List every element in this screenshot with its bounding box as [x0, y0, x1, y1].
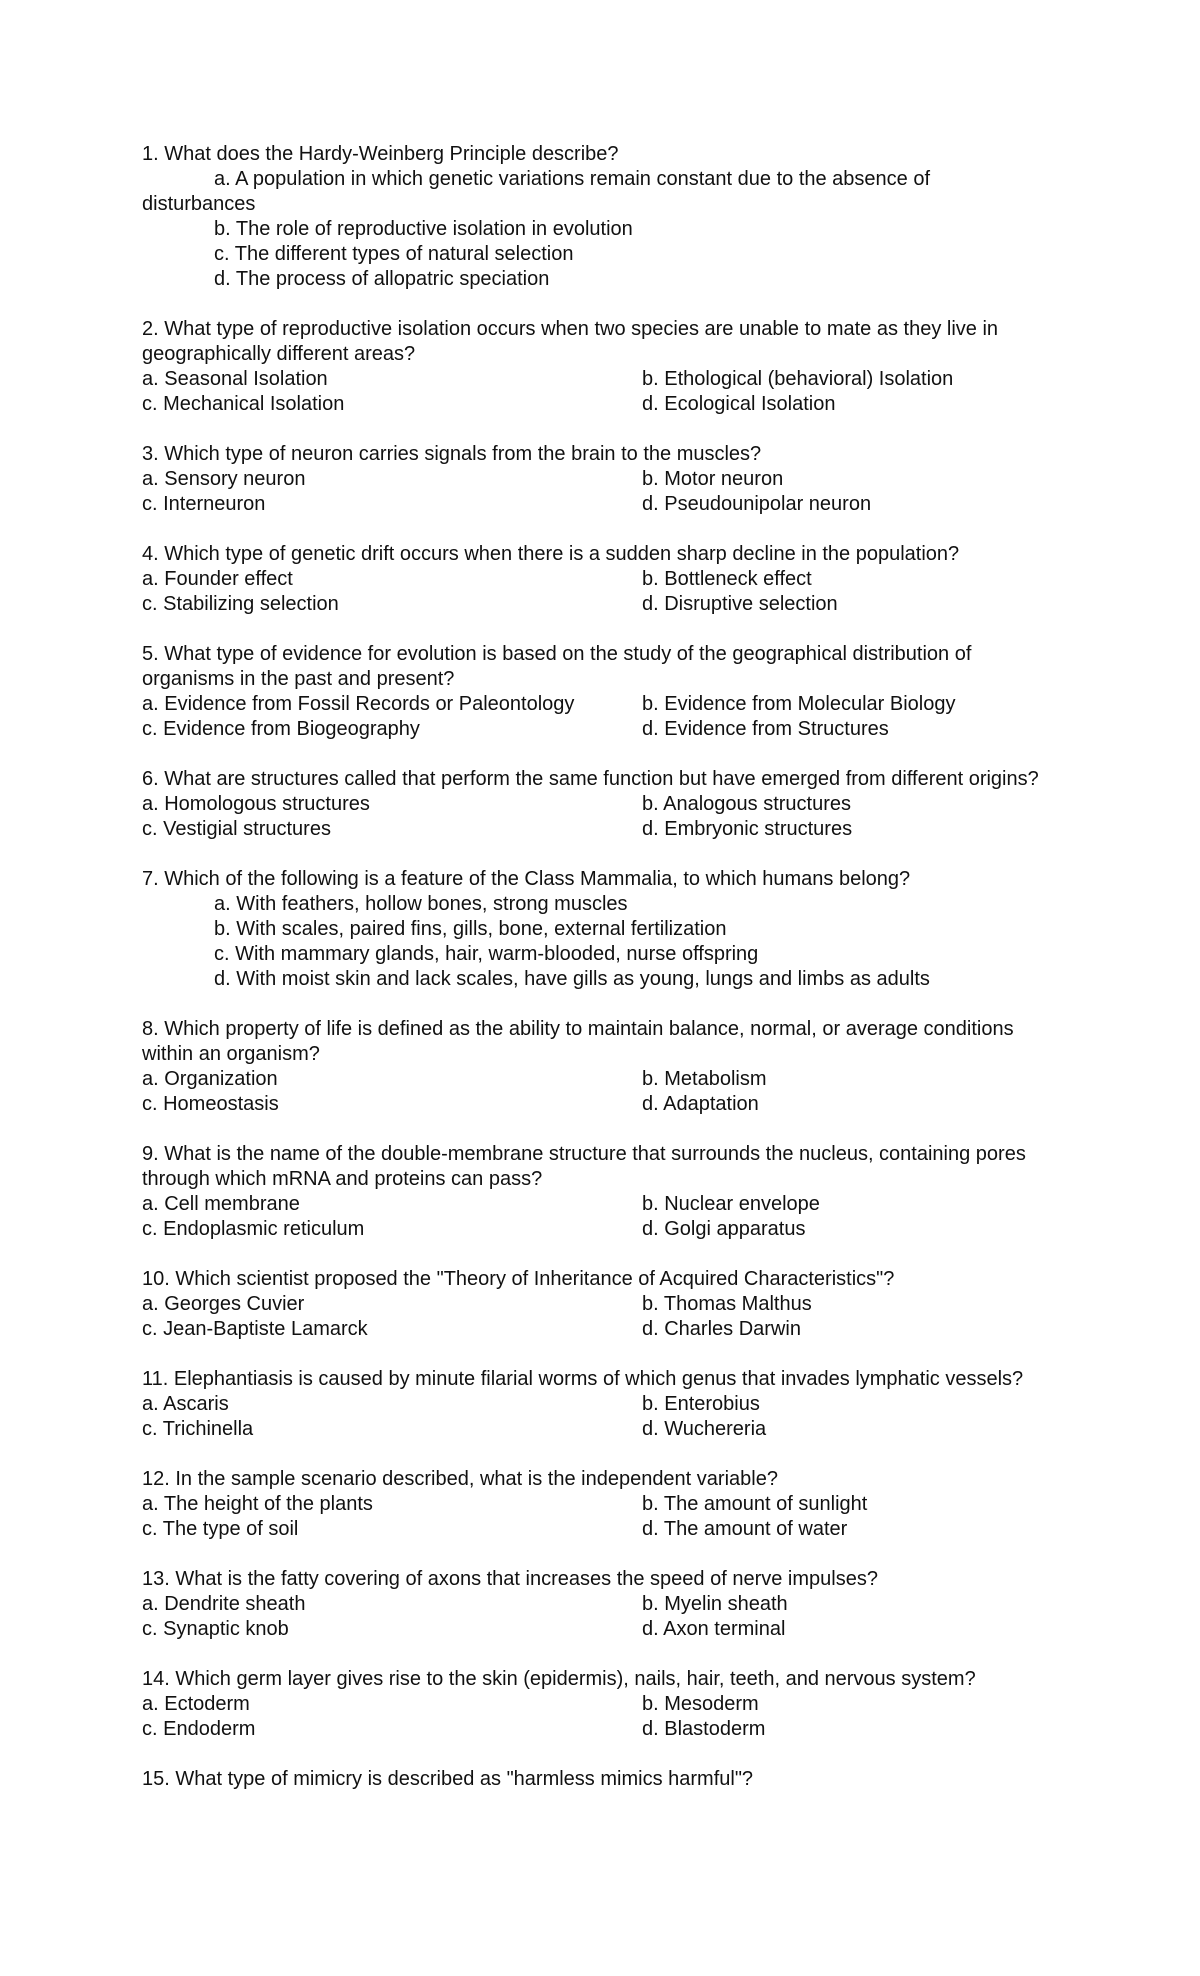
question-2 — [142, 317, 1060, 417]
choice-b: b. The amount of sunlight — [642, 1493, 868, 1515]
question-8 — [142, 1017, 1060, 1117]
choice-c: c. Stabilizing selection — [142, 593, 339, 615]
choice-grid — [142, 367, 1060, 417]
choice-a: a. Ectoderm — [142, 1693, 250, 1715]
choice-b: b. Thomas Malthus — [642, 1293, 812, 1315]
question-text: 1. What does the Hardy-Weinberg Principle describe? — [142, 143, 619, 165]
choice-a: a. Georges Cuvier — [142, 1293, 305, 1315]
question-text: 10. Which scientist proposed the "Theory of Inheritance of Acquired Characteristics"? — [142, 1268, 895, 1290]
choice-c: c. Trichinella — [142, 1418, 254, 1440]
choice-c: c. Endoderm — [142, 1718, 256, 1740]
choice-a: a. Homologous structures — [142, 793, 370, 815]
choice-grid — [142, 1692, 1060, 1742]
question-10 — [142, 1267, 1060, 1342]
choice-a: a. With feathers, hollow bones, strong muscles — [214, 893, 628, 915]
choice-grid — [142, 1192, 1060, 1242]
choice-grid — [142, 467, 1060, 517]
choice-grid — [142, 1067, 1060, 1117]
choice-b: b. Bottleneck effect — [642, 568, 812, 590]
choice-a: a. Ascaris — [142, 1393, 229, 1415]
choice-a: a. Dendrite sheath — [142, 1593, 306, 1615]
choice-b: b. Nuclear envelope — [642, 1193, 820, 1215]
question-text: 2. What type of reproductive isolation occurs when two species are unable to mate as they live in geographically different areas? — [142, 318, 999, 365]
choice-c: c. The different types of natural selection — [214, 243, 574, 265]
choice-b: b. Ethological (behavioral) Isolation — [642, 368, 954, 390]
question-text: 3. Which type of neuron carries signals from the brain to the muscles? — [142, 443, 762, 465]
choice-c: c. Evidence from Biogeography — [142, 718, 420, 740]
question-13 — [142, 1567, 1060, 1642]
choice-c: c. Jean-Baptiste Lamarck — [142, 1318, 368, 1340]
choice-grid — [142, 692, 1060, 742]
question-1 — [142, 142, 1060, 292]
choice-grid — [142, 1392, 1060, 1442]
choice-c: c. Vestigial structures — [142, 818, 331, 840]
choice-grid — [142, 1492, 1060, 1542]
choice-b: b. With scales, paired fins, gills, bone, external fertilization — [214, 918, 727, 940]
choice-c: c. Homeostasis — [142, 1093, 279, 1115]
choice-d: d. With moist skin and lack scales, have gills as young, lungs and limbs as adults — [214, 968, 930, 990]
choice-b: b. Analogous structures — [642, 793, 852, 815]
choice-c: c. The type of soil — [142, 1518, 299, 1540]
question-text: 13. What is the fatty covering of axons that increases the speed of nerve impulses? — [142, 1568, 878, 1590]
choice-c: c. Mechanical Isolation — [142, 393, 345, 415]
choice-c: c. Synaptic knob — [142, 1618, 289, 1640]
choice-list — [142, 217, 1060, 292]
question-7 — [142, 867, 1060, 992]
question-9 — [142, 1142, 1060, 1242]
question-6 — [142, 767, 1060, 842]
choice-grid — [142, 792, 1060, 842]
question-15 — [142, 1767, 1060, 1792]
question-text: 12. In the sample scenario described, what is the independent variable? — [142, 1468, 778, 1490]
question-text: 14. Which germ layer gives rise to the skin (epidermis), nails, hair, teeth, and nervous system? — [142, 1668, 976, 1690]
choice-list — [142, 167, 1060, 192]
choice-grid — [142, 567, 1060, 617]
choice-c: c. With mammary glands, hair, warm-blooded, nurse offspring — [214, 943, 759, 965]
question-11 — [142, 1367, 1060, 1442]
choice-d: d. Pseudounipolar neuron — [642, 493, 872, 515]
choice-d: d. The process of allopatric speciation — [214, 268, 550, 290]
question-text: 6. What are structures called that perform the same function but have emerged from different origins? — [142, 768, 1039, 790]
choice-d: d. Wuchereria — [642, 1418, 767, 1440]
question-4 — [142, 542, 1060, 617]
question-text: 15. What type of mimicry is described as "harmless mimics harmful"? — [142, 1768, 754, 1790]
question-12 — [142, 1467, 1060, 1542]
choice-b: b. Mesoderm — [642, 1693, 759, 1715]
question-text: 9. What is the name of the double-membrane structure that surrounds the nucleus, containing pores through which mRNA and proteins can pass? — [142, 1143, 1026, 1190]
question-text: 4. Which type of genetic drift occurs when there is a sudden sharp decline in the population? — [142, 543, 960, 565]
choice-c: c. Interneuron — [142, 493, 266, 515]
choice-b: b. Evidence from Molecular Biology — [642, 693, 956, 715]
question-text: 8. Which property of life is defined as the ability to maintain balance, normal, or average conditions within an organism? — [142, 1018, 1014, 1065]
choice-a: a. Evidence from Fossil Records or Paleontology — [142, 693, 575, 715]
choice-d: d. Axon terminal — [642, 1618, 786, 1640]
choice-a: a. Seasonal Isolation — [142, 368, 328, 390]
choice-b: b. Enterobius — [642, 1393, 760, 1415]
choice-grid — [142, 1592, 1060, 1642]
choice-d: d. Disruptive selection — [642, 593, 838, 615]
choice-d: d. Evidence from Structures — [642, 718, 889, 740]
question-text: 11. Elephantiasis is caused by minute filarial worms of which genus that invades lymphatic vessels? — [142, 1368, 1024, 1390]
choice-d: d. Adaptation — [642, 1093, 759, 1115]
choice-b: b. Myelin sheath — [642, 1593, 788, 1615]
question-14 — [142, 1667, 1060, 1742]
choice-b: b. Motor neuron — [642, 468, 784, 490]
choice-a: a. The height of the plants — [142, 1493, 373, 1515]
choice-a: a. Organization — [142, 1068, 278, 1090]
choice-a: a. Founder effect — [142, 568, 293, 590]
choice-d: d. Embryonic structures — [642, 818, 853, 840]
choice-a: a. Cell membrane — [142, 1193, 300, 1215]
choice-d: d. Golgi apparatus — [642, 1218, 806, 1240]
choice-d: d. The amount of water — [642, 1518, 848, 1540]
choice-b: b. Metabolism — [642, 1068, 767, 1090]
choice-c: c. Endoplasmic reticulum — [142, 1218, 365, 1240]
choice-d: d. Blastoderm — [642, 1718, 766, 1740]
choice-d: d. Ecological Isolation — [642, 393, 836, 415]
choice-a-continuation: disturbances — [142, 193, 256, 215]
question-text: 7. Which of the following is a feature of the Class Mammalia, to which humans belong? — [142, 868, 911, 890]
choice-b: b. The role of reproductive isolation in evolution — [214, 218, 633, 240]
question-5 — [142, 642, 1060, 742]
choice-a: a. A population in which genetic variations remain constant due to the absence of — [214, 168, 931, 190]
choice-a: a. Sensory neuron — [142, 468, 306, 490]
question-text: 5. What type of evidence for evolution is based on the study of the geographical distribution of organisms in the past and present? — [142, 643, 972, 690]
question-3 — [142, 442, 1060, 517]
choice-list — [142, 892, 1060, 992]
choice-grid — [142, 1292, 1060, 1342]
choice-d: d. Charles Darwin — [642, 1318, 801, 1340]
